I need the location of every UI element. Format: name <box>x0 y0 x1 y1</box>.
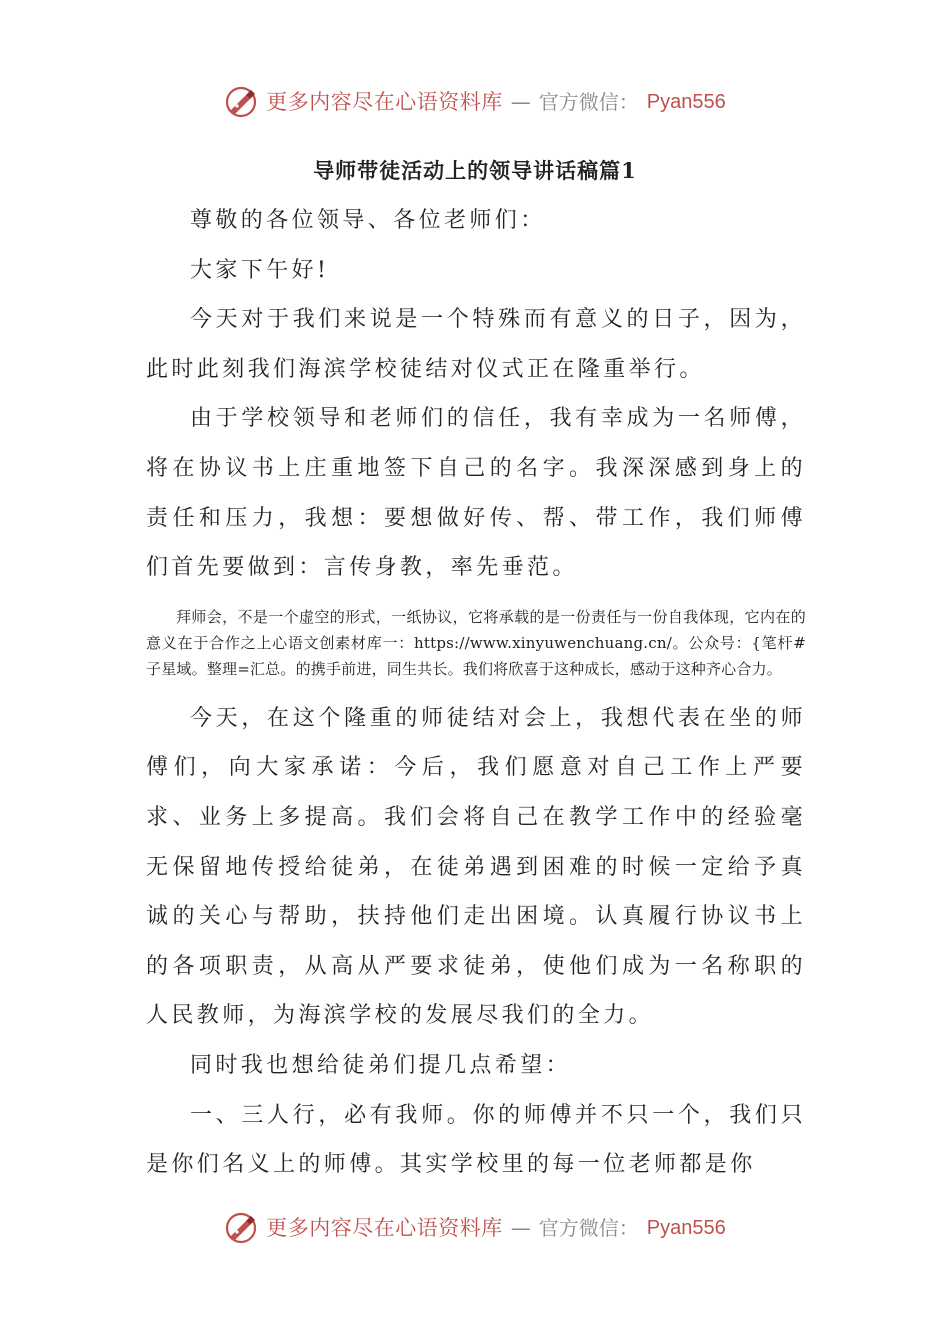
paragraph: 大家下午好! <box>190 257 330 283</box>
banner-dash: — <box>510 1216 531 1240</box>
banner-wechat-id: Pyan556 <box>646 1216 726 1239</box>
banner-text: 更多内容尽在心语资料库 <box>266 1215 503 1240</box>
paragraph: 今天，在这个隆重的师徒结对会上，我想代表在坐的师傅们，向大家承诺：今后，我们愿意对自己工作上严要求、业务上多提高。我们会将自己在教学工作中的经验毫无保留地传授给徒弟，在徒弟遇到困难的时候一定给予真诚的关心与帮助，扶持他们走出困境。认真履行协议书上的各项职责，从高从严要求徒弟，使他们成为一名称职的人民教师，为海滨学校的发展尽我们的全力。 <box>146 705 806 1029</box>
banner-wechat-label: 官方微信： <box>538 90 639 114</box>
paragraph: 今天对于我们来说是一个特殊而有意义的日子，因为，此时此刻我们海滨学校徒结对仪式正在隆重举行。 <box>146 307 806 382</box>
paragraph: 同时我也想给徒弟们提几点希望： <box>190 1052 572 1078</box>
inserted-note-paragraph: 拜师会，不是一个虚空的形式，一纸协议，它将承载的是一份责任与一份自我体现，它内在的意义在于合作之上心语文创素材库一：https://www.xinyuwenchuang.cn/。公众号：{笔杆#子星域。整理=汇总。的携手前进，同生共长。我们将欣喜于这种成长，感动于这种齐心合力。 <box>146 607 806 678</box>
paragraph: 由于学校领导和老师们的信任，我有幸成为一名师傅，将在协议书上庄重地签下自己的名字。我深深感到身上的责任和压力，我想：要想做好传、帮、带工作，我们师傅们首先要做到：言传身教，率先垂范。 <box>146 406 806 581</box>
banner-wechat-label: 官方微信： <box>538 1216 639 1240</box>
pen-nib-logo-icon <box>224 85 258 119</box>
footer-banner <box>0 1208 950 1248</box>
document-title: 导师带徒活动上的领导讲话稿篇1 <box>313 158 637 183</box>
paragraph: 一、三人行，必有我师。你的师傅并不只一个，我们只是你们名义上的师傅。其实学校里的每一位老师都是你 <box>146 1102 806 1178</box>
header-banner <box>0 82 950 122</box>
banner-text: 更多内容尽在心语资料库 <box>266 89 503 114</box>
pen-nib-logo-icon <box>224 1211 258 1245</box>
document-body <box>146 196 806 1190</box>
banner-dash: — <box>510 90 531 114</box>
paragraph: 尊敬的各位领导、各位老师们： <box>190 208 546 233</box>
banner-wechat-id: Pyan556 <box>646 90 726 113</box>
